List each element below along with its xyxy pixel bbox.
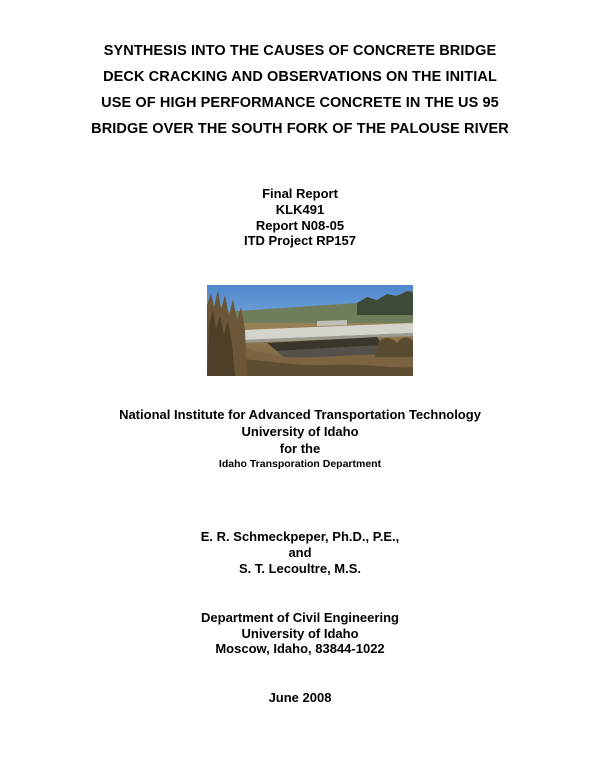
address-city: Moscow, Idaho, 83844-1022 (215, 641, 385, 656)
author-2: S. T. Lecoultre, M.S. (238, 561, 362, 576)
for-the-text: for the (279, 441, 321, 456)
author-1: E. R. Schmeckpeper, Ph.D., P.E., (200, 529, 400, 544)
author-conjunction: and (288, 545, 312, 560)
title-line-1: SYNTHESIS INTO THE CAUSES OF CONCRETE BRIDGE (103, 43, 497, 59)
title-line-3: USE OF HIGH PERFORMANCE CONCRETE IN THE US 95 (101, 95, 499, 111)
report-type: Final Report (262, 186, 338, 201)
institute-university: University of Idaho (241, 424, 359, 439)
project-number: ITD Project RP157 (244, 233, 356, 248)
sponsor-department: Idaho Transporation Department (218, 458, 382, 470)
report-number: Report N08-05 (255, 218, 345, 233)
title-line-2: DECK CRACKING AND OBSERVATIONS ON THE INITIAL (103, 69, 497, 85)
institute-name: National Institute for Advanced Transportation Technology (119, 407, 481, 422)
report-date: June 2008 (268, 690, 332, 705)
address-university: University of Idaho (241, 626, 359, 641)
title-line-4: BRIDGE OVER THE SOUTH FORK OF THE PALOUSE RIVER (91, 121, 509, 137)
bridge-photo (207, 285, 413, 376)
report-code: KLK491 (275, 202, 325, 217)
address-department: Department of Civil Engineering (201, 610, 399, 625)
